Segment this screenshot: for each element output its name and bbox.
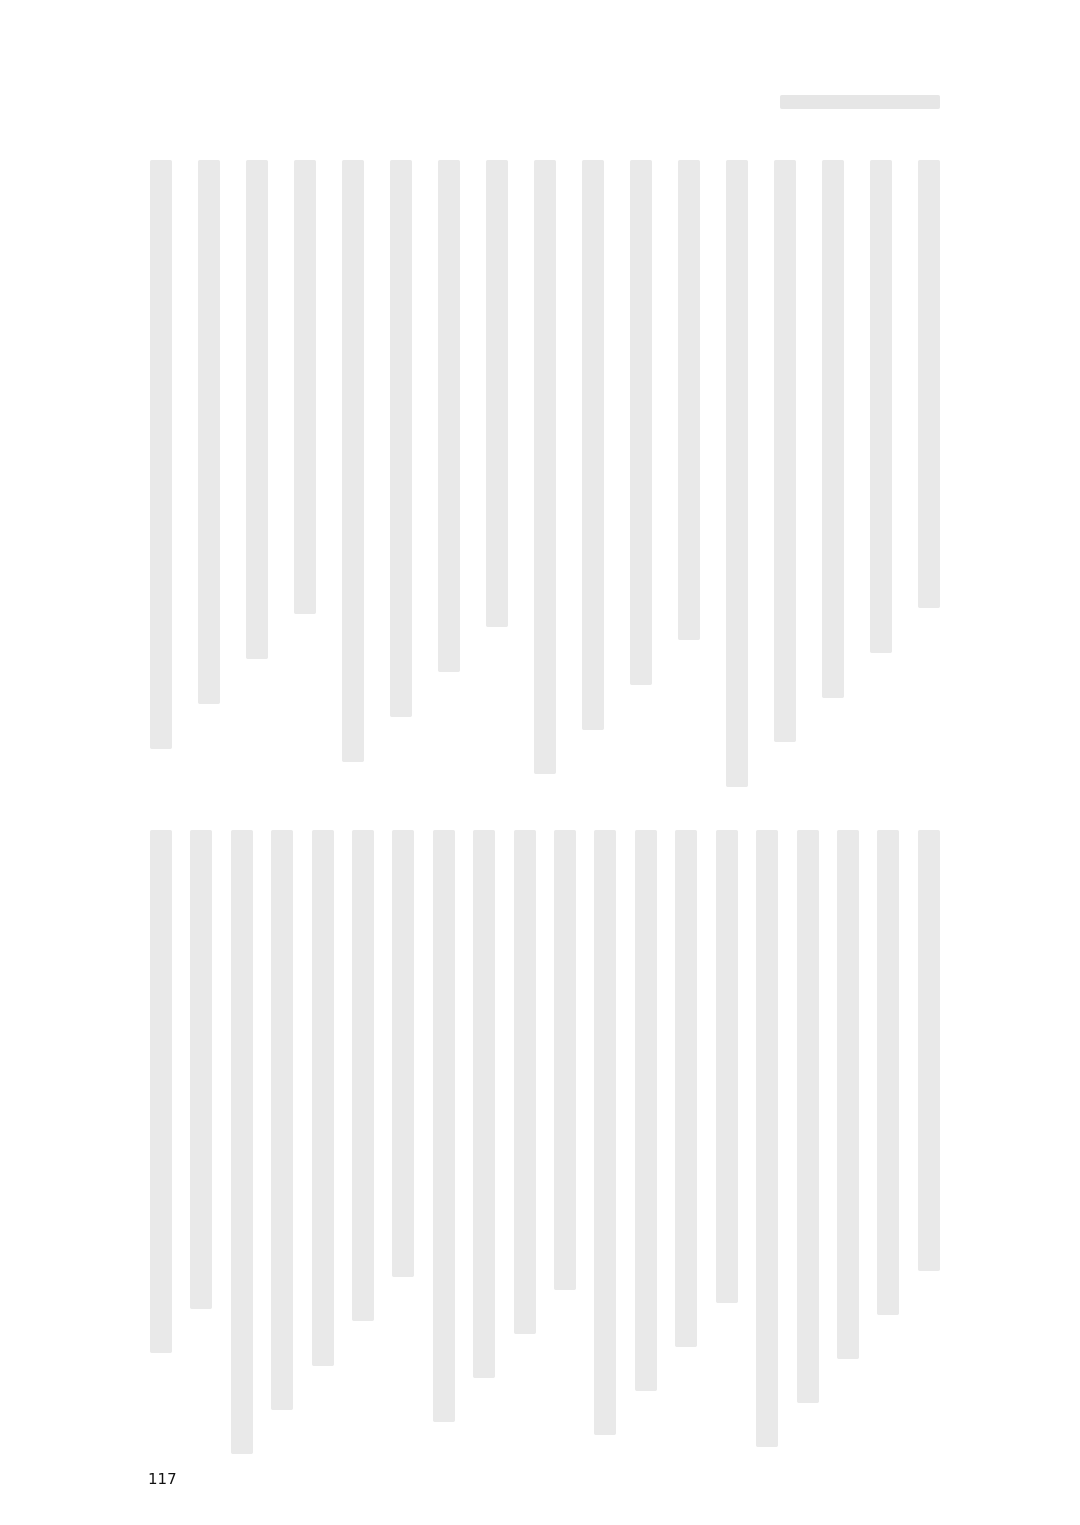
text-column-placeholder bbox=[534, 160, 556, 774]
text-column-placeholder bbox=[294, 160, 316, 614]
text-column-placeholder bbox=[726, 160, 748, 787]
text-column-placeholder bbox=[438, 160, 460, 672]
text-column-placeholder bbox=[837, 830, 859, 1359]
text-column-placeholder bbox=[150, 160, 172, 749]
text-column-placeholder bbox=[797, 830, 819, 1403]
text-column-placeholder bbox=[486, 160, 508, 627]
text-column-placeholder bbox=[312, 830, 334, 1366]
text-column-placeholder bbox=[756, 830, 778, 1447]
text-column-placeholder bbox=[635, 830, 657, 1391]
text-column-placeholder bbox=[246, 160, 268, 659]
text-block-bottom-placeholder bbox=[150, 830, 940, 1460]
text-column-placeholder bbox=[716, 830, 738, 1303]
text-block-top-placeholder bbox=[150, 160, 940, 800]
text-column-placeholder bbox=[390, 160, 412, 717]
text-column-placeholder bbox=[342, 160, 364, 762]
text-column-placeholder bbox=[918, 160, 940, 608]
text-column-placeholder bbox=[870, 160, 892, 653]
text-column-placeholder bbox=[198, 160, 220, 704]
text-column-placeholder bbox=[433, 830, 455, 1422]
text-column-placeholder bbox=[514, 830, 536, 1334]
text-column-placeholder bbox=[630, 160, 652, 685]
text-column-placeholder bbox=[231, 830, 253, 1454]
text-column-placeholder bbox=[918, 830, 940, 1271]
text-column-placeholder bbox=[392, 830, 414, 1277]
running-header-placeholder bbox=[780, 95, 940, 109]
page-number: 117 bbox=[148, 1470, 177, 1488]
text-column-placeholder bbox=[594, 830, 616, 1435]
text-column-placeholder bbox=[352, 830, 374, 1321]
text-column-placeholder bbox=[150, 830, 172, 1353]
text-column-placeholder bbox=[271, 830, 293, 1410]
text-column-placeholder bbox=[774, 160, 796, 742]
text-column-placeholder bbox=[582, 160, 604, 730]
text-column-placeholder bbox=[822, 160, 844, 698]
text-column-placeholder bbox=[554, 830, 576, 1290]
text-column-placeholder bbox=[473, 830, 495, 1378]
text-column-placeholder bbox=[877, 830, 899, 1315]
text-column-placeholder bbox=[678, 160, 700, 640]
text-column-placeholder bbox=[675, 830, 697, 1347]
text-column-placeholder bbox=[190, 830, 212, 1309]
